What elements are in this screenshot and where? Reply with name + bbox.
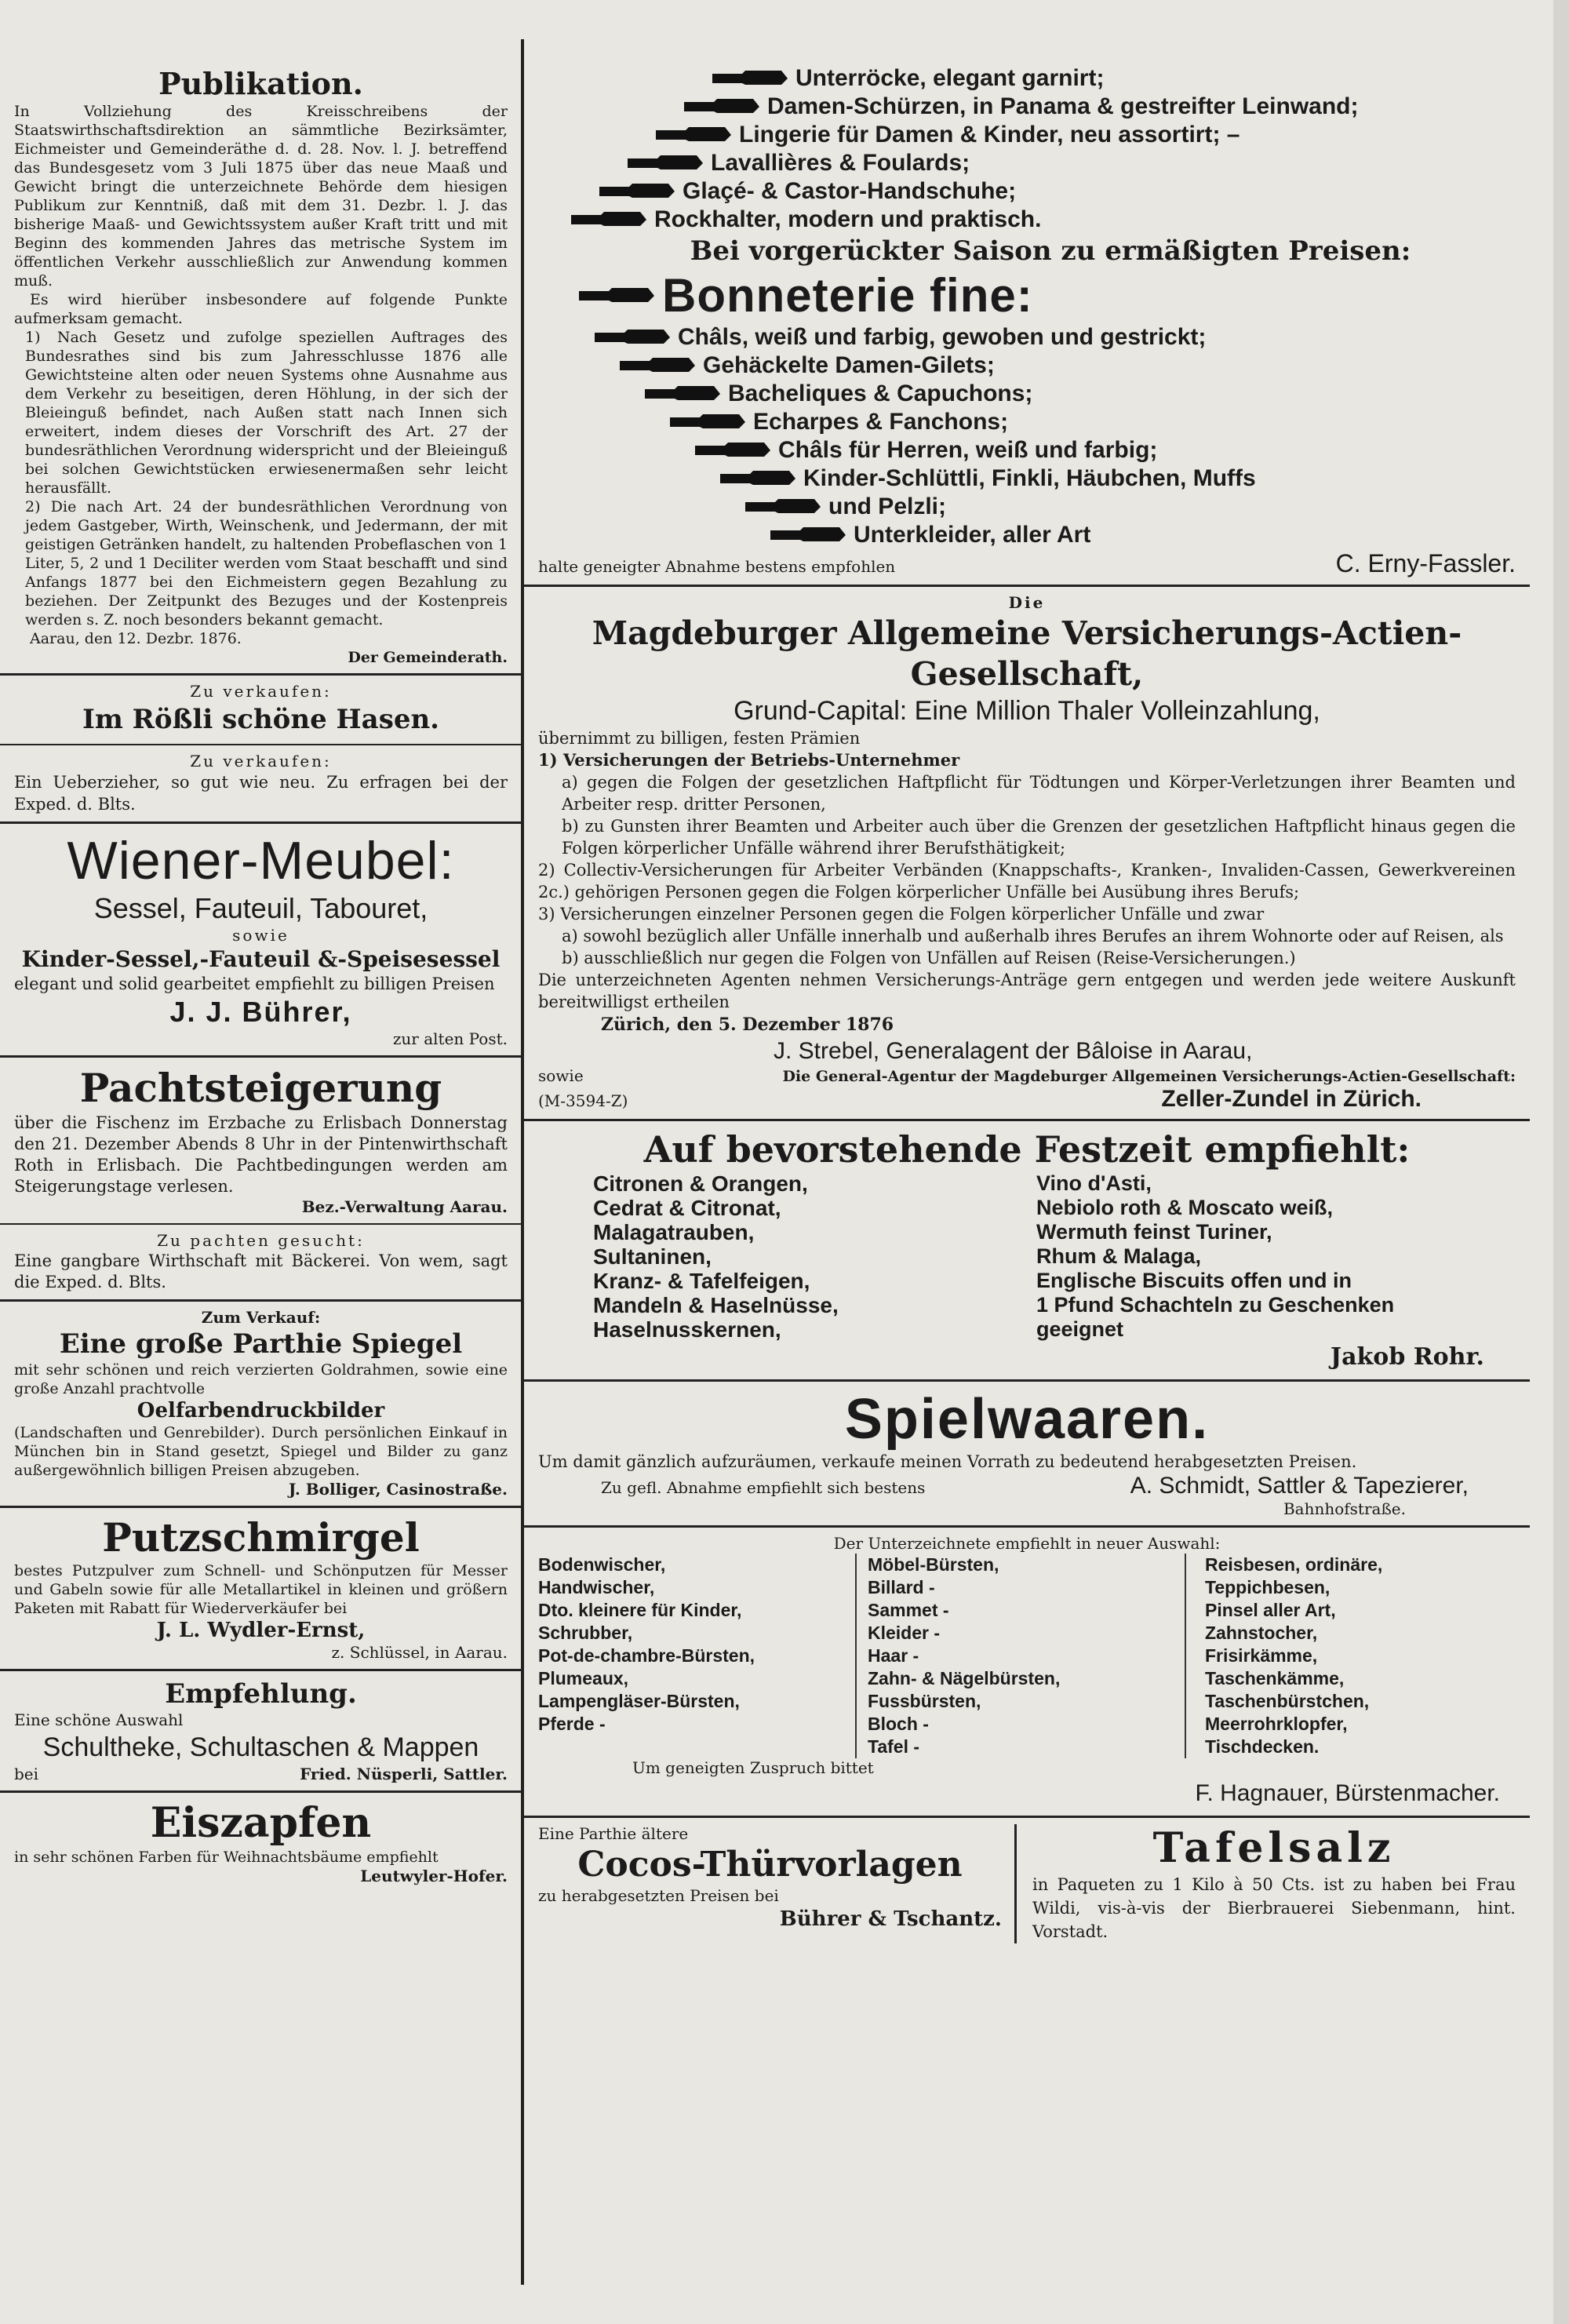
hag-item: Haar - [868, 1645, 919, 1666]
ad-empf-signature: Fried. Nüsperli, Sattler. [300, 1765, 508, 1783]
magd-intro: übernimmt zu billigen, festen Prämien [538, 729, 861, 748]
erny-item [744, 493, 1516, 521]
hag-item: Reisbesen, ordinäre, [1205, 1554, 1383, 1575]
rohr-item: Citronen & Orangen, [593, 1171, 808, 1196]
hag-columns [538, 1554, 1516, 1758]
divider [0, 744, 522, 745]
hag-item: Taschenkämme, [1205, 1668, 1345, 1688]
divider [524, 585, 1530, 587]
rohr-item: Kranz- & Tafelfeigen, [593, 1269, 810, 1293]
magd-outro: Die unterzeichneten Agenten nehmen Versicherungs-Anträge gern entgegen und werden jede weitere Auskunft bereitwilligst ertheilen [538, 971, 1516, 1011]
hag-outro: Um geneigten Zuspruch bittet [632, 1758, 874, 1777]
ad-eis-text: in sehr schönen Farben für Weihnachtsbäume empfiehlt [14, 1849, 439, 1866]
ad-pacht-signature: Bez.-Verwaltung Aarau. [301, 1197, 508, 1216]
pointing-hand-icon [598, 180, 676, 202]
pointing-hand-icon [683, 96, 761, 118]
ad-wiener-meubel [0, 830, 522, 1049]
divider [0, 1506, 522, 1508]
hag-item: Kleider - [868, 1623, 941, 1643]
magd-die: Die [1008, 593, 1046, 612]
ad-spiegel-signature: J. Bolliger, Casinostraße. [288, 1480, 508, 1499]
cocos-title: Cocos-Thürvorlagen [577, 1845, 963, 1885]
erny-footer [538, 549, 1516, 578]
ad-hasen-title: Im Rößli schöne Hasen. [82, 704, 440, 735]
erny-saison: Bei vorgerückter Saison zu ermäßigten Preisen: [690, 235, 1411, 267]
ad-spiegel-title: Eine große Parthie Spiegel [59, 1328, 463, 1360]
hag-item: Fussbürsten, [868, 1691, 981, 1711]
ad-putz-title: Putzschmirgel [102, 1514, 420, 1561]
hag-item: Bodenwischer, [538, 1554, 666, 1575]
spiel-text2: Zu gefl. Abnahme empfiehlt sich bestens [601, 1478, 926, 1497]
ad-spiegel-text1: mit sehr schönen und reich verzierten Goldrahmen, sowie eine große Anzahl prachtvolle [14, 1361, 508, 1397]
erny-item [711, 64, 1516, 93]
publikation-title: Publikation. [158, 66, 363, 101]
pointing-hand-icon [719, 468, 797, 490]
rohr-list-right [1036, 1171, 1516, 1342]
erny-item-label: Gehäckelte Damen-Gilets; [703, 352, 995, 378]
ad-meubel-address: zur alten Post. [392, 1029, 508, 1048]
erny-list-1 [538, 64, 1516, 234]
divider [524, 1379, 1530, 1382]
magd-code: (M-3594-Z) [538, 1091, 628, 1110]
ad-meubel-title: Wiener-Meubel: [67, 831, 455, 891]
ad-cocos [538, 1824, 1017, 1943]
magd-zeller-row [538, 1086, 1516, 1113]
erny-item-label: und Pelzli; [828, 494, 946, 519]
magd-capital: Grund-Capital: Eine Million Thaler Volleinzahlung, [734, 696, 1320, 726]
magd-section-2: 2) Collectiv-Versicherungen für Arbeiter Verbänden (Knappschafts-, Kranken-, Invaliden-Cassen, Gewerkvereinen 2c.) gehörigen Personen gegen die Folgen körperlicher Unfälle bei Ausübung ihres Berufs; [538, 861, 1516, 902]
hag-item: Möbel-Bürsten, [868, 1554, 999, 1575]
hag-item: Tafel - [868, 1736, 920, 1757]
ad-putz-text: bestes Putzpulver zum Schnell- und Schönputzen für Messer und Gabeln sowie für alle Metallartikel in kleinen und größern Paketen mit Rabatt für Wiederverkäufer bei [14, 1562, 508, 1617]
hag-item: Pferde - [538, 1714, 606, 1734]
ad-wirthschaft [0, 1231, 522, 1293]
magd-general-row [538, 1066, 1516, 1086]
ad-empf-text: Eine schöne Auswahl [14, 1710, 184, 1729]
rohr-item: Vino d'Asti, [1036, 1171, 1152, 1195]
cocos-kicker: Eine Parthie ältere [538, 1824, 689, 1843]
ad-putz-name: J. L. Wydler-Ernst, [156, 1619, 366, 1642]
rohr-item: Rhum & Malaga, [1036, 1244, 1202, 1268]
ad-ueberzieher-text: Ein Ueberzieher, so gut wie neu. Zu erfragen bei der Exped. d. Blts. [14, 773, 508, 814]
magd-place-date: Zürich, den 5. Dezember 1876 [601, 1014, 894, 1035]
pointing-hand-icon [744, 496, 822, 518]
hag-intro: Der Unterzeichnete empfiehlt in neuer Auswahl: [833, 1534, 1221, 1553]
ad-meubel-subtitle: Sessel, Fauteuil, Tabouret, [93, 892, 428, 924]
erny-item [593, 323, 1516, 352]
rohr-right-wrap [1036, 1171, 1516, 1373]
rohr-item: Mandeln & Haselnüsse, [593, 1293, 839, 1317]
rohr-item: Englische Biscuits offen und in [1036, 1269, 1352, 1292]
publikation-signature: Der Gemeinderath. [348, 649, 508, 666]
divider [0, 673, 522, 676]
hag-column-1 [538, 1554, 857, 1758]
magd-sowie: sowie [538, 1066, 584, 1085]
cocos-text: zu herabgesetzten Preisen bei [538, 1886, 779, 1905]
magd-agent: J. Strebel, Generalagent der Bâloise in Aarau, [774, 1038, 1253, 1064]
divider [0, 1223, 522, 1225]
erny-item-label: Echarpes & Fanchons; [753, 409, 1009, 435]
pointing-hand-icon [570, 209, 648, 231]
erny-item [570, 206, 1516, 234]
ad-spiegel-title2: Oelfarbendruckbilder [137, 1399, 385, 1422]
erny-item [719, 464, 1516, 493]
erny-item [618, 352, 1516, 380]
ad-empf-bei: bei [14, 1765, 39, 1783]
ad-spielwaaren [524, 1388, 1530, 1519]
magd-section-3a: a) sowohl bezüglich aller Unfälle innerhalb und außerhalb ihres Berufes an ihrem Wohnorte oder auf Reisen, als [562, 927, 1504, 945]
ad-tafelsalz [1017, 1824, 1516, 1943]
ad-ueberzieher [0, 752, 522, 815]
ad-meubel-name: J. J. Bührer, [169, 996, 352, 1028]
pointing-hand-icon [693, 439, 772, 461]
magd-general: Die General-Agentur der Magdeburger Allgemeinen Versicherungs-Actien-Gesellschaft: [782, 1068, 1516, 1085]
erny-item-label: Unterröcke, elegant garnirt; [795, 65, 1105, 91]
hag-item: Bloch - [868, 1714, 929, 1734]
ad-empf-title: Empfehlung. [165, 1678, 357, 1710]
ad-putz-address: z. Schlüssel, in Aarau. [331, 1643, 508, 1662]
hag-item: Handwischer, [538, 1577, 655, 1597]
divider [524, 1119, 1530, 1121]
spiel-address: Bahnhofstraße. [1283, 1499, 1406, 1518]
publikation-point-1: 1) Nach Gesetz und zufolge speziellen Auftrages des Bundesrathes sind bis zum Jahresschlusse 1876 alle Gewichtsteine alten oder neuen Systems ohne Ausnahme aus dem Verkehr zu beseitigen, deren Höhlung, in der sich der Bleieinguß befindet, nach Außen statt nach Innen sich erweitert, indem dieses der Vorschrift des Art. 27 der bundesräthlichen Verordnung widerspricht und der Bleieinguß bei solchen Gewichtstücken erwiesenermaßen sehr leicht herausfällt. [25, 329, 508, 497]
erny-item [769, 521, 1516, 549]
right-column [524, 0, 1530, 2324]
ad-spiegel-text2: (Landschaften und Genrebilder). Durch persönlichen Einkauf in München bin in Stand gesetzt, Spiegel und Bilder zu ganz außergewöhnlich billigen Preisen abzugeben. [14, 1424, 508, 1479]
ad-empfehlung [0, 1677, 522, 1784]
ad-hasen-kicker: Zu verkaufen: [190, 682, 332, 701]
erny-item-label: Châls für Herren, weiß und farbig; [778, 437, 1158, 463]
ad-pachtsteigerung [0, 1064, 522, 1217]
bottom-ads [524, 1824, 1530, 1943]
magd-section-1: 1) Versicherungen der Betriebs-Unternehmer [538, 750, 960, 770]
hag-item: Meerrohrklopfer, [1205, 1714, 1348, 1734]
divider [0, 821, 522, 824]
divider [0, 1669, 522, 1671]
erny-item-label: Châls, weiß und farbig, gewoben und gestrickt; [678, 324, 1207, 350]
pointing-hand-icon [593, 326, 672, 348]
pointing-hand-icon [618, 355, 697, 377]
rohr-item: 1 Pfund Schachteln zu Geschenken [1036, 1293, 1395, 1317]
erny-item [693, 436, 1516, 464]
publikation-date: Aarau, den 12. Dezbr. 1876. [30, 630, 242, 647]
rohr-item: Nebiolo roth & Moscato weiß, [1036, 1196, 1334, 1219]
spiel-title: Spielwaaren. [844, 1388, 1210, 1451]
rohr-item: Sultaninen, [593, 1244, 712, 1269]
divider [0, 1055, 522, 1058]
rohr-item: Haselnusskernen, [593, 1317, 781, 1342]
ad-empf-footer [14, 1765, 508, 1784]
divider [524, 1525, 1530, 1528]
publikation-point-2: 2) Die nach Art. 24 der bundesräthlichen Verordnung von jedem Gastgeber, Wirth, Weinschenk, und Jedermann, der mit geistigen Getränken handelt, zu haltenden Probeflaschen von 1 Liter, 5, 2 und 1 Deciliter werden vom Staat beschafft und sind Anfangs 1877 bei den Eichmeistern gegen Bezahlung zu beziehen. Der Zeitpunkt des Bezuges und der Kostenpreis werden s. Z. noch besonders bekannt gemacht. [25, 498, 508, 628]
hag-item: Schrubber, [538, 1623, 633, 1643]
erny-bonneterie-row [577, 268, 1516, 323]
left-column [0, 0, 522, 2324]
rohr-item: Wermuth feinst Turiner, [1036, 1220, 1272, 1244]
magd-zeller: Zeller-Zundel in Zürich. [1161, 1086, 1422, 1112]
rohr-item: geeignet [1036, 1317, 1124, 1341]
hag-item: Billard - [868, 1577, 935, 1597]
rohr-item: Malagatrauben, [593, 1220, 755, 1244]
ad-eis-title: Eiszapfen [150, 1799, 372, 1847]
publikation [0, 0, 522, 667]
hag-item: Taschenbürstchen, [1205, 1691, 1370, 1711]
magd-section-3b: b) ausschließlich nur gegen die Folgen von Unfällen auf Reisen (Reise-Versicherungen.) [562, 949, 1296, 967]
ad-ueberzieher-kicker: Zu verkaufen: [190, 752, 332, 770]
ad-pacht-title: Pachtsteigerung [79, 1065, 442, 1111]
ad-hasen [0, 682, 522, 738]
erny-item-label: Glaçé- & Castor-Handschuhe; [683, 178, 1017, 204]
magd-title: Magdeburger Allgemeine Versicherungs-Actien-Gesellschaft, [592, 614, 1462, 693]
ad-hagnauer [524, 1534, 1530, 1809]
rohr-list-left [538, 1171, 1017, 1373]
ad-pacht-text: über die Fischenz im Erzbache zu Erlisbach Donnerstag den 21. Dezember Abends 8 Uhr in der Pintenwirthschaft Roth in Erlisbach. Die Pachtbedingungen werden am Steigerungstage verlesen. [14, 1113, 508, 1196]
publikation-intro: In Vollziehung des Kreisschreibens der Staatswirthschaftsdirektion an sämmtliche Bezirksämter, Eichmeister und Gemeinderäthe d. d. 28. Nov. l. J. betreffend das Bundesgesetz vom 3 Juli 1875 über das neue Maaß und Gewicht bringt die unterzeichnete Behörde dem hiesigen Publikum zur Kenntniß, daß mit dem 31. Dezbr. l. J. das bisherige Maaß- und Gewichtssystem außer Kraft tritt und mit Beginn des kommenden Jahres das metrische System im öffentlichen Verkehr ausschließlich zur Anwendung kommen muß. [14, 103, 508, 290]
hag-signature: F. Hagnauer, Bürstenmacher. [1195, 1780, 1500, 1806]
hag-item: Tischdecken. [1205, 1736, 1320, 1757]
ad-meubel-line2: Kinder-Sessel,-Fauteuil &-Speisesessel [21, 946, 501, 972]
page-edge [1553, 0, 1569, 2324]
ad-rohr [524, 1127, 1530, 1373]
erny-item [654, 121, 1516, 149]
hag-item: Zahn- & Nägelbürsten, [868, 1668, 1061, 1688]
ad-meubel-sowie: sowie [232, 926, 289, 945]
divider [524, 1816, 1530, 1818]
divider [0, 1790, 522, 1793]
spiel-text: Um damit gänzlich aufzuräumen, verkaufe meinen Vorrath zu bedeutend herabgesetzten Preisen. [538, 1452, 1357, 1471]
ad-wirth-text: Eine gangbare Wirthschaft mit Bäckerei. Von wem, sagt die Exped. d. Blts. [14, 1251, 508, 1291]
ad-spiegel-kicker: Zum Verkauf: [201, 1308, 321, 1327]
erny-item [626, 149, 1516, 177]
pointing-hand-icon [643, 383, 722, 405]
ad-meubel-text: elegant und solid gearbeitet empfiehlt zu billigen Preisen [14, 974, 495, 993]
magd-section-3: 3) Versicherungen einzelner Personen gegen die Folgen körperlicher Unfälle und zwar [538, 905, 1265, 923]
ad-putzschmirgel [0, 1514, 522, 1663]
ad-wirth-kicker: Zu pachten gesucht: [157, 1231, 365, 1250]
pointing-hand-icon [577, 285, 656, 307]
hag-item: Dto. kleinere für Kinder, [538, 1600, 742, 1620]
rohr-item: Cedrat & Citronat, [593, 1196, 781, 1220]
erny-item [683, 93, 1516, 121]
ad-eiszapfen [0, 1799, 522, 1886]
ad-erny [524, 0, 1530, 578]
salz-text: in Paqueten zu 1 Kilo à 50 Cts. ist zu haben bei Frau Wildi, vis-à-vis der Bierbrauerei Siebenmann, hint. Vorstadt. [1032, 1875, 1516, 1941]
ad-spiegel [0, 1308, 522, 1499]
rohr-lists [538, 1171, 1516, 1373]
hag-column-3 [1197, 1554, 1516, 1758]
ad-empf-items: Schultheke, Schultaschen & Mappen [42, 1732, 479, 1762]
erny-item-label: Kinder-Schlüttli, Finkli, Häubchen, Muffs [803, 465, 1256, 491]
erny-item-label: Bacheliques & Capuchons; [728, 381, 1033, 406]
cocos-signature: Bührer & Tschantz. [779, 1907, 1002, 1931]
ad-magdeburger [524, 593, 1530, 1113]
erny-signature: C. Erny-Fassler. [1335, 549, 1516, 577]
hag-item: Zahnstocher, [1205, 1623, 1318, 1643]
spiel-footer [538, 1473, 1516, 1499]
magd-section-1b: b) zu Gunsten ihrer Beamten und Arbeiter auch über die Grenzen der gesetzlichen Haftpflicht hinaus gegen die Folgen körperlicher Unfälle während ihrer Berufsthätigkeit; [562, 817, 1516, 858]
ad-eis-signature: Leutwyler-Hofer. [360, 1867, 508, 1885]
erny-footer-text: halte geneigter Abnahme bestens empfohlen [538, 557, 896, 576]
erny-item [668, 408, 1516, 436]
hag-item: Frisirkämme, [1205, 1645, 1318, 1666]
pointing-hand-icon [626, 152, 704, 174]
hag-item: Pinsel aller Art, [1205, 1600, 1336, 1620]
publikation-note: Es wird hierüber insbesondere auf folgende Punkte aufmerksam gemacht. [14, 291, 508, 327]
pointing-hand-icon [668, 411, 747, 433]
rohr-signature: Jakob Rohr. [1330, 1343, 1484, 1371]
spiel-signature: A. Schmidt, Sattler & Tapezierer, [1130, 1473, 1469, 1499]
hag-item: Sammet - [868, 1600, 949, 1620]
erny-bonneterie: Bonneterie fine: [662, 269, 1033, 322]
erny-item-label: Damen-Schürzen, in Panama & gestreifter Leinwand; [767, 93, 1359, 119]
erny-item [598, 177, 1516, 206]
erny-list-2 [538, 323, 1516, 549]
salz-title: Tafelsalz [1152, 1824, 1396, 1872]
erny-item-label: Lingerie für Damen & Kinder, neu assortirt; – [739, 122, 1240, 148]
erny-item-label: Rockhalter, modern und praktisch. [654, 206, 1042, 232]
divider [0, 1299, 522, 1302]
erny-item-label: Lavallières & Foulards; [711, 150, 970, 176]
erny-item [643, 380, 1516, 408]
magd-section-1a: a) gegen die Folgen der gesetzlichen Haftpflicht für Tödtungen und Körper-Verletzungen ihrer Beamten und Arbeiter resp. dritter Personen, [562, 773, 1516, 814]
hag-item: Lampengläser-Bürsten, [538, 1691, 740, 1711]
rohr-title: Auf bevorstehende Festzeit empfiehlt: [643, 1128, 1411, 1171]
pointing-hand-icon [711, 67, 789, 89]
pointing-hand-icon [654, 124, 733, 146]
hag-column-2 [868, 1554, 1186, 1758]
hag-item: Pot-de-chambre-Bürsten, [538, 1645, 755, 1666]
erny-item-label: Unterkleider, aller Art [854, 522, 1091, 548]
hag-item: Teppichbesen, [1205, 1577, 1331, 1597]
hag-item: Plumeaux, [538, 1668, 629, 1688]
pointing-hand-icon [769, 524, 847, 546]
